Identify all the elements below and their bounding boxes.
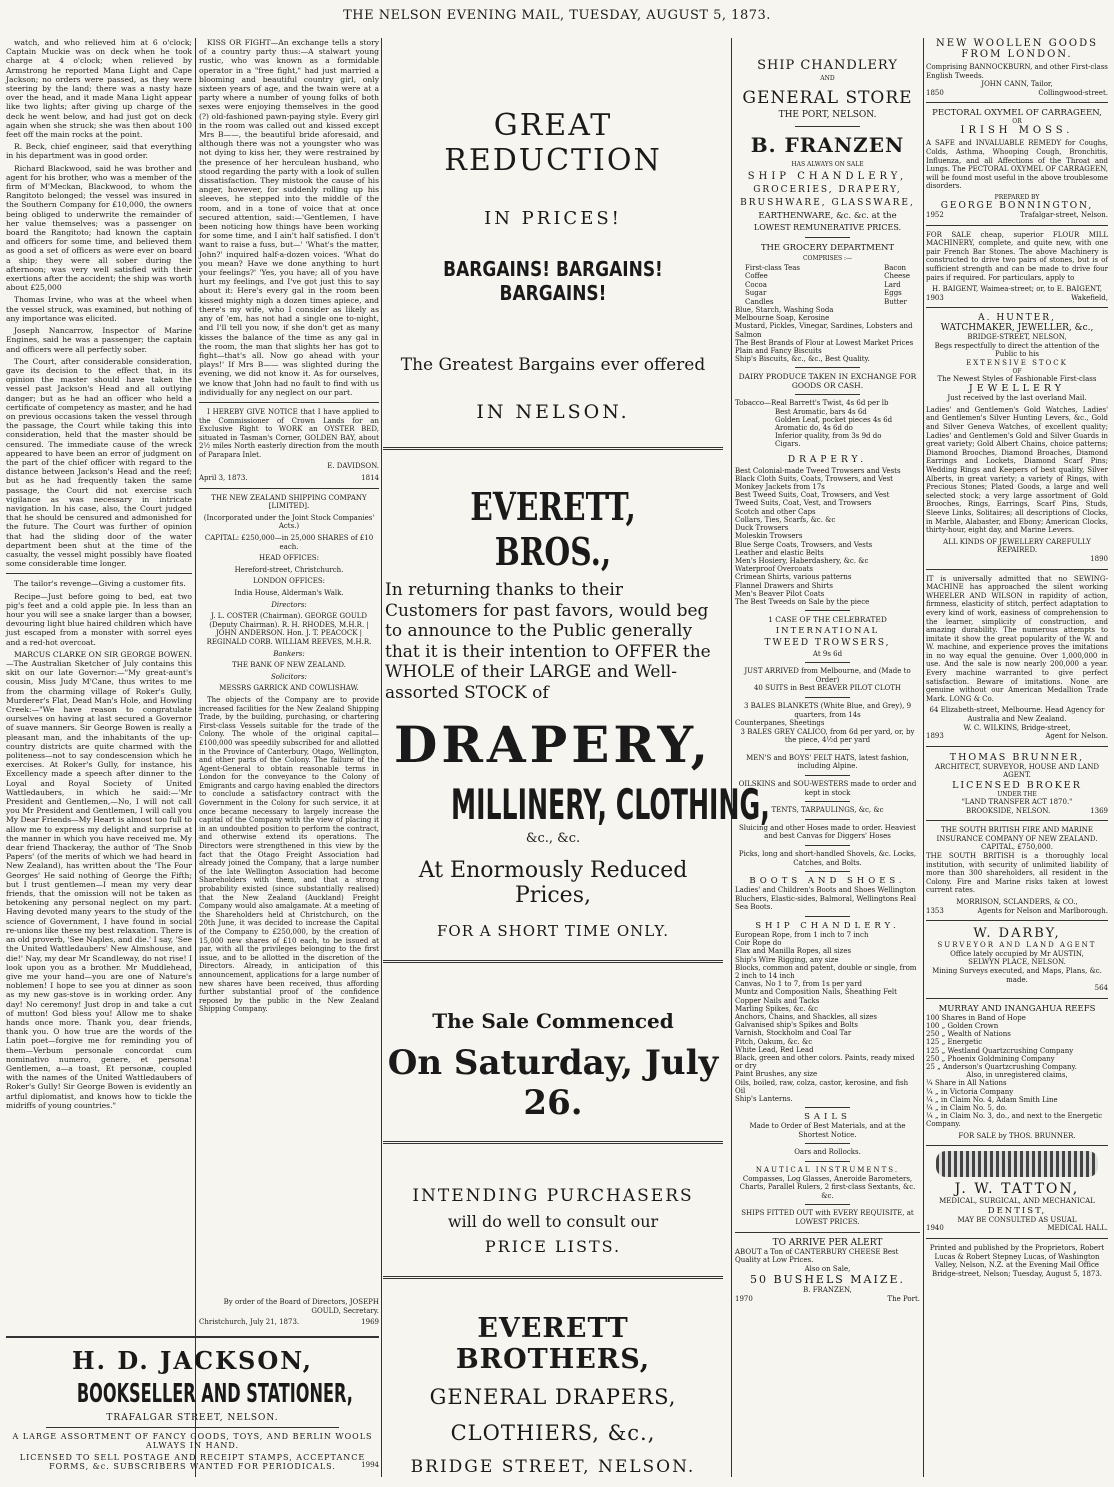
boots-detail: Ladies' and Children's Boots and Shoes Wellington Bluchers, Elastic-sides, Balmoral, Wellingtons Real Sea Boots. (735, 886, 917, 912)
kiss-or-fight-article: KISS OR FIGHT—An exchange tells a story of a country party thus:—A stalwart young rustic, who was known as a formidable operator in a "free fight," had just married a blooming and beautiful country girl, only sixteen years of age, and the twain were at a party where a number of young folks of both sexes were enjoying themselves in the good (?) old-fashioned pawn-paying style. Every girl in the room was called out and kissed except Mrs B——, the beautiful bride aforesaid, and although there was not a youngster who was not dying to kiss her, they were restrained by the presence of her herculean husband, who stood regarding the party with a look of sullen dissatisfaction. They mistook the cause of his anger, however, for suddenly rolling up his sleeves, he stepped into the middle of the room, and in a tone of voice that at once secured attention, said:—'Gentlemen, I have been noticing how things have been working for some time, and I ain't half satisfied. I don't want to raise a fuss, but—' 'What's the matter, John?' inquired half-a-dozen voices. 'What do you mean? Have we done anything to hurt your feelings?' 'Yes, you have; all of you have hurt my feelings, and I've got just this to say about it: Here's every gal in the room been kissed mighty nigh a dozen times apiece, and there's my wife, who I consider as likely as any of 'em, has not had a single one to-night, and I'll tell you now, if she don't get as many kisses the balance of the time as any gal in the room, the man that slights her has got to fight—that's all. Now go ahead with your plays!' If Mrs B—— was slighted during the evening, we did not know it. As for ourselves, we know that John had no fault to find with us individually for any neglect on our part. (199, 38, 379, 397)
brunner-number: 1369 (1090, 806, 1108, 815)
list-item: Crimean Shirts, various patterns (735, 573, 852, 582)
consulted: MAY BE CONSULTED AS USUAL (957, 1215, 1077, 1224)
tailor-joke: The tailor's revenge—Giving a customer fits. (14, 579, 186, 589)
nautical-detail: Compasses, Log Glasses, Aneroide Barometers, Charts, Parallel Rulers, 2 first-class Sextants, &c. &c. (739, 1174, 916, 1200)
divider (926, 225, 1108, 226)
picks-shovels: Picks, long and short-handled Shovels, &c. Locks, Catches, and Bolts. (738, 850, 917, 867)
list-item: ¼ „ in Claim No. 3, do., and next to the Energetic Company. (926, 1112, 1103, 1129)
darby-address: SELWYN PLACE, NELSON. (968, 958, 1066, 967)
divider (805, 237, 850, 238)
grocery-item: Candles (745, 297, 774, 306)
sale-date: On Saturday, July 26. (387, 1043, 719, 1123)
great-reduction-heading: GREAT REDUCTION (444, 108, 662, 178)
list-item: Muntz and Composition Nails, Sheathing Felt (735, 988, 897, 997)
list-item: Monkey Jackets from 17s (735, 483, 825, 492)
nautical-instruments: NAUTICAL INSTRUMENTS. (755, 1166, 900, 1175)
land-transfer-act: "LAND TRANSFER ACT 1870." (961, 798, 1073, 806)
list-item: Canvas, No 1 to 7, from 1s per yard (735, 980, 863, 989)
murray-reefs: MURRAY AND INANGAHUA REEFS (938, 1003, 1096, 1014)
ships-fitted: SHIPS FITTED OUT with EVERY REQUISITE, at LOWEST PRICES. (741, 1209, 914, 1227)
jewellery-repaired: ALL KINDS OF JEWELLERY CAREFULLY REPAIRED. (943, 537, 1091, 555)
divider (46, 1427, 339, 1428)
divider (383, 447, 723, 450)
drapery-heading: DRAPERY, (393, 715, 713, 774)
intending-purchasers: INTENDING PURCHASERS (412, 1186, 694, 1206)
notice-date: April 3, 1873. (199, 474, 248, 483)
shares-list (926, 1014, 1108, 1129)
grey-calico: 3 BALES GREY CALICO, from 6d per yard, or, by the piece, 4½d per yard (740, 727, 915, 745)
nzs-number: 1969 (361, 1318, 379, 1327)
list-item: ¼ Share in All Nations (926, 1079, 1007, 1088)
cann-address: Collingwood-street. (1038, 88, 1108, 97)
clothiers: CLOTHIERS, &c., (450, 1421, 656, 1445)
list-item: Flax and Manilla Ropes, all sizes (735, 947, 852, 956)
list-item: The Best Tweeds on Sale by the piece (735, 597, 870, 606)
nzs-date: Christchurch, July 21, 1873. (199, 1318, 300, 1327)
list-item: Collars, Ties, Scarfs, &c. &c (735, 515, 836, 524)
divider (805, 662, 850, 663)
drapery-heading: DRAPERY. (787, 454, 868, 465)
millinery-heading: MILLINERY, CLOTHING, (451, 780, 770, 829)
printer-imprint: Printed and published by the Proprietors, Robert Lucas & Robert Stepney Lucas, of Washington Valley, Nelson, N.Z. at the Evening Mail Office Bridge-street, Nelson; Tuesday, August 5, 1873. (929, 1243, 1105, 1278)
list-item: Men's Hosiery, Haberdashery, &c. &c (735, 556, 869, 565)
list-item: Coir Rope do (735, 939, 782, 948)
nzs-solicitors: MESSRS GARRICK AND COWLISHAW. (219, 684, 359, 693)
column-1 (6, 38, 192, 1479)
column-5 (926, 38, 1108, 1479)
sewing-machine-ad: IT is universally admitted that no SEWING-MACHINE has approached the silent working WHEELER AND WILSON in rapidity of action, firmness, elasticity of stitch, perfect adaptation to every kind of work, easiness of comprehension to the learner, simplicity of construction, and amazing durability. The numerous attempts to imitate it show the great popularity of the W. and W. machine, and experience proves the imitations in no way equal the genuine. Over 1,000,000 in use. And the sale is now nearly 200,000 a year. Every machine warranted to give perfect satisfaction. Beware of imitations. None are genuine without our American Medallion Trade Mark. LONG & Co. (926, 574, 1108, 703)
drapery-list (735, 467, 920, 606)
sluicing-hoses: Sluicing and other Hoses made to order. Heaviest and best Canvas for Diggers' Hoses (739, 823, 916, 841)
franzen-name: B. FRANZEN (750, 133, 905, 157)
list-item: ¼ „ in Claim No. 5, do. (926, 1103, 1008, 1112)
ship-chandlery: SHIP CHANDLERY, (747, 171, 908, 182)
bargains-heading: BARGAINS! BARGAINS! BARGAINS! (443, 257, 663, 305)
dairy-produce: DAIRY PRODUCE TAKEN IN EXCHANGE FOR GOODS OR CASH. (738, 372, 917, 391)
groceries: GROCERIES, DRAPERY, (753, 185, 902, 195)
article-paragraph: Joseph Nancarrow, Inspector of Marine Engines, said he was a passenger; the captain and officers were all perfectly sober. (6, 326, 192, 354)
list-item: White Lead, Red Lead (735, 1045, 814, 1054)
grocery-item: Coffee (745, 272, 768, 281)
jackson-address: TRAFALGAR STREET, NELSON. (106, 1413, 279, 1423)
divider (795, 126, 860, 127)
short-time: FOR A SHORT TIME ONLY. (437, 922, 669, 940)
franzen-advert (735, 38, 920, 1479)
and-word: AND (820, 75, 835, 82)
brushware: BRUSHWARE, GLASSWARE, (740, 198, 915, 208)
jackson-number: 1994 (361, 1461, 379, 1469)
oyster-notice: I HEREBY GIVE NOTICE that I have applied to the Commissioner of Crown Lands for an Exclusive Right to WORK an OYSTER BED, situated in Tasman's Corner, GOLDEN BAY, about 2½ miles North easterly direction from the mouth of Parapara Inlet. (199, 407, 379, 459)
jewellery-heading: JEWELLERY (968, 383, 1066, 395)
divider (795, 367, 860, 368)
grocery-item: Butter (884, 297, 907, 306)
column-2 (199, 38, 379, 1327)
masthead: THE NELSON EVENING MAIL, TUESDAY, AUGUST 5, 1873. (343, 8, 771, 23)
everett-bros-name: EVERETT, BROS., (470, 484, 636, 574)
notice-number: 1814 (361, 474, 379, 483)
just-arrived: JUST ARRIVED from Melbourne, and (Made to Order) (744, 667, 911, 684)
nzs-london-address: India House, Alderman's Walk. (234, 589, 344, 598)
ship-list (735, 931, 920, 1103)
list-item: Aromatic do, 4s 6d do (775, 424, 853, 433)
clarke-article: MARCUS CLARKE ON SIR GEORGE BOWEN.—The Australian Sketcher of July contains this skit on our late Governor:—"My great-aunt's cousin, Miss Judy M'Cane, thus writes to me from the charming village of Roker's Gully, Murderer's Flat, Dead Man's Hole, and Howling Creek:—"We have reason to congratulate ourselves on having at last secured a Governor of suave manners. Sir George Bowen is really a pleasant man, and the inhabitants of the up-country districts are quite charmed with the politeness—not to say condescension which he exercises. At Roker's Gully, for instance, his Excellency made a speech after dinner to the Loyal and Royal Society of United Wattledaubers, in which he said:—'Mr President and Gentlemen,—No, I will not call you Mr President and Gentlemen, I will call you My Dear Friends—My Heart is almost too full to allow me to express my delight and surprise at the manner in which you have received me. My dear friend Thackeray, the author of 'The Snob Papers' (of the merits of which we had heard in New Zealand), has written about the 'The Four Georges' He said nothing of George the Fifth; but I trust gentlemen—I mean my very dear friends, that the omission will not be taken as betokening any personal neglect on my part. Having devoted many years to the study of the science of Government, I have found in social re-unions like these my best relaxation. There is an old proverb, 'See Naples, and die.' I say, 'See the United Wattledaubers' New Almshouse, and die!' Nay, my dear Mr Scandleway, do not rise! I look upon you as a brother. Mr Muddlehead, give me your hand—you are one of Nature's noblemen! I hope to see you at dinner as soon as my new gas-stove is in working order. Any day! No ceremony! Just drop in and take a cut of mutton! God bless you! Allow me to shake hands once more. Thank you, dear friends, thank you. O how true are the words of the Latin poet—forgive me for reminding you of them—Verbum personale concordat cum nominativo numero, genere, et persona! Gentlemen, a—a toast, Et personæ, coupled with the names of the United Wattledaubers of Roker's Gully! Sir George Bowen is evidently an artful diplomatist, and knows how to tickle the midriffs of young countries." (6, 649, 192, 1110)
list-item: ¼ „ in Claim No. 4, Adam Smith Line (926, 1095, 1058, 1104)
oars: Oars and Rollocks. (794, 1148, 861, 1157)
jackson-name: H. D. JACKSON, (72, 1346, 313, 1375)
list-item: 100 „ Golden Crown (926, 1021, 999, 1030)
bonnington-name: GEORGE BONNINGTON, (940, 200, 1094, 211)
comprises: COMPRISES :— (802, 255, 853, 262)
oilskins: OILSKINS and SOU-WESTERS made to order and kept in stock (738, 780, 917, 797)
divider (926, 820, 1108, 821)
divider (805, 845, 850, 846)
nzs-footer (199, 1298, 379, 1327)
divider (805, 801, 850, 802)
article-paragraph: The Court, after considerable consideration, gave its decision to the effect that, in its opinion the master should have taken the vessel past Jackson's Head and all outlying danger; but as he had an officer who held a certificate of competency as master, and he had on previous occasions taken the vessel through the passage, the Court while taking this into consideration, held that the master should be censured. The immediate cause of the wreck appeared to have been an error of judgment on the part of the chief officer with regard to the distance between Jackson's Head and the reef; but as he had frequently taken the same passage, the Court did not exercise such vigilance as was necessary in intricate navigation. In his case, also, the Court judged that he should be censured and admonished for the future. The Court was further of opinion that had the sliding door of the water department been shut at the time of the casualty, the vessel might possibly have floated some considerable time longer. (6, 356, 192, 569)
newest-styles: The Newest Styles of Fashionable First-class (937, 374, 1097, 383)
repaired-number: 1890 (1090, 554, 1108, 563)
south-british-detail: THE SOUTH BRITISH is a thoroughly local institution, with security of unlimited liability of more than 300 shareholders, all resident in the Colony. Fire and Marine risks taken at lowest current rates. (926, 851, 1108, 895)
sails-heading: SAILS (804, 1112, 851, 1123)
morrison-role: Agents for Nelson and Marlborough. (977, 906, 1108, 915)
list-item: 125 „ Westland Quartzcrushing Company (926, 1046, 1074, 1055)
grocery-item: Cheese (884, 272, 910, 281)
south-british-capital: CAPITAL, £750,000. (981, 843, 1053, 852)
divider (805, 697, 850, 698)
list-item: 250 „ Phoenix Goldmining Company (926, 1054, 1055, 1063)
counterpanes: Counterpanes, Sheetings (735, 719, 825, 728)
or-word: OR (1012, 118, 1022, 126)
nzs-incorporated: (Incorporated under the Joint Stock Companies' Acts.) (203, 513, 375, 531)
south-british-title: THE SOUTH BRITISH FIRE AND MARINE INSURANCE COMPANY OF NEW ZEALAND. (936, 826, 1098, 843)
pectoral-detail: A SAFE and INVALUABLE REMEDY for Coughs, Colds, Asthma, Whooping Cough, Bronchitis, Influenza, and all Affections of the Throat and Lungs. The PECTORAL OXYMEL OF CARRAGEEN, will be found most useful in the above troublesome disorders. (926, 139, 1108, 191)
grocery-items (735, 264, 920, 306)
list-item: Scotch and other Caps (735, 507, 816, 516)
bonnington-address: Trafalgar-street, Nelson. (1020, 210, 1108, 219)
list-item: 250 „ Wealth of Nations (926, 1030, 1011, 1039)
bushels-maize: 50 BUSHELS MAIZE. (749, 1273, 906, 1287)
list-item: Flannel Drawers and Shirts (735, 581, 834, 590)
list-item: Best Aromatic, bars 4s 6d (775, 407, 867, 416)
list-item: Mustard, Pickles, Vinegar, Sardines, Lobsters and Salmon (735, 322, 913, 339)
column-rule (923, 38, 924, 1477)
flour-mill-ad: FOR SALE cheap, superior FLOUR MILL MACHINERY, complete, and quite new, with one pair French Bar Stones. The above Machinery is constructed to drive two pairs of stones, but is of sufficient strength and can be made to drive four pairs if required. For particulars, apply to (926, 230, 1108, 282)
list-item: Cigars. (775, 440, 801, 449)
international: INTERNATIONAL (775, 626, 880, 637)
divider (6, 573, 192, 574)
list-item: Pitch, Oakum, &c. &c (735, 1037, 813, 1046)
list-item: Duck Trowsers (735, 524, 789, 533)
felt-hats: MEN'S and BOYS' FELT HATS, latest fashion, including Alpine. (746, 753, 909, 771)
divider (805, 1107, 850, 1108)
list-item: Blue Serge Coats, Trowsers, and Vests (735, 540, 873, 549)
nzs-directors: J. L. COSTER (Chairman). GEORGE GOULD (Deputy Chairman). R. H. RHODES, M.H.R. | JOHN ANDERSON. Hon. J. T. PEACOCK | REGINALD CORB. WILLIAM REEVES, M.H.R. (206, 612, 372, 646)
list-item: 25 „ Anderson's Quartzcrushing Company. (926, 1062, 1077, 1071)
general-store-title: GENERAL STORE (742, 88, 913, 108)
list-item: Black Cloth Suits, Coats, Trowsers, and Vest (735, 474, 893, 483)
list-item: Copper Nails and Tacks (735, 996, 820, 1005)
hunter-name: A. HUNTER, (978, 313, 1056, 324)
divider (805, 749, 850, 750)
wilkins-name: W. C. WILKINS, Bridge-street, (963, 723, 1071, 732)
divider (805, 819, 850, 820)
column-rule (381, 38, 382, 1477)
franzen-port: The Port. (887, 1294, 920, 1303)
baigent-names: H. BAIGENT, Waimea-street; or, to E. BAIGENT, (932, 285, 1102, 294)
of-word: OF (1012, 367, 1022, 375)
brunner-address: BROOKSIDE, NELSON. (966, 806, 1051, 815)
teeth-illustration (936, 1151, 1098, 1177)
list-item: Ship's Wire Rigging, any size (735, 955, 839, 964)
port-nelson: THE PORT, NELSON. (778, 110, 877, 120)
divider (926, 1145, 1108, 1146)
list-item: ¼ „ in Victoria Company (926, 1087, 1014, 1096)
sails-detail: Made to Order of Best Materials, and at the Shortest Notice. (749, 1122, 906, 1139)
morrison-number: 1353 (926, 906, 944, 915)
article-paragraph: Richard Blackwood, said he was brother and agent for his brother, who was a member of the firm of M'Meckan, Blackwood, to whom the Rangitoto belonged; the vessel was insured in the Southern Company for £10,000, the owners being obliged to underwrite the remainder of her value themselves; was a passenger on board the Rangitoto; had known the captain and officers for some time, and believed them as good a set of officers as were ever on board a ship; they were all sober during the afternoon; was very well satisfied with their exertions after the accident; the ship was worth about £25,000 (6, 163, 192, 293)
list-item: Melbourne Soap, Kerosine (735, 314, 830, 323)
grocery-list (735, 306, 920, 363)
dentist: DENTIST, (987, 1205, 1047, 1216)
reduced-prices: At Enormously Reduced Prices, (418, 858, 688, 908)
cheese: ABOUT a Ton of CANTERBURY CHEESE Best Quality at Low Prices. (735, 1247, 899, 1265)
list-item: Plain and Fancy Biscuits (735, 347, 822, 356)
grocery-item: Sugar (745, 289, 767, 298)
lowest-prices: LOWEST REMUNERATIVE PRICES. (753, 223, 902, 232)
jackson-line-1: A LARGE ASSORTMENT OF FANCY GOODS, TOYS, AND BERLIN WOOLS ALWAYS IN HAND. (12, 1432, 373, 1450)
irish-moss: IRISH MOSS. (960, 125, 1074, 137)
divider (199, 488, 379, 489)
list-item: Galvanised ship's Spikes and Bolts (735, 1021, 858, 1030)
has-always: HAS ALWAYS ON SALE (791, 161, 864, 168)
jackson-ad (6, 1336, 379, 1470)
greatest-bargains: The Greatest Bargains ever offered (400, 355, 706, 375)
morrison-name: MORRISON, SCLANDERS, & CO., (956, 897, 1078, 906)
list-item: Black, green and other colors. Paints, ready mixed or dry (735, 1054, 915, 1071)
divider (795, 394, 860, 395)
darby-detail: Mining Surveys executed, and Maps, Plans, &c. made. (932, 966, 1102, 984)
jackson-trade: BOOKSELLER AND STATIONER, (76, 1379, 353, 1409)
divider (383, 1276, 723, 1279)
divider (805, 775, 850, 776)
list-item: Moleskin Trowsers (735, 532, 803, 541)
divider (383, 960, 723, 963)
pectoral-title: PECTORAL OXYMEL OF CARRAGEEN, (932, 108, 1102, 119)
cann-number: 1850 (926, 88, 944, 97)
column-rule (195, 38, 196, 1477)
tobacco-list (735, 399, 920, 448)
also-on-sale: Also on Sale, (804, 1264, 851, 1273)
grocery-item: Eggs (884, 289, 902, 298)
divider (735, 1232, 920, 1233)
nzs-signature: By order of the Board of Directors, JOSEPH GOULD, Secretary. (223, 1298, 379, 1315)
divider (383, 1141, 723, 1144)
list-item: Ship's Biscuits, &c., &c., Best Quality. (735, 355, 870, 364)
tents: TENTS, TARPAULINGS, &c, &c (771, 806, 884, 815)
list-item: European Rope, from 1 inch to 7 inch (735, 931, 869, 939)
grocery-department: THE GROCERY DEPARTMENT (760, 243, 895, 253)
woollen-goods: NEW WOOLLEN GOODS FROM LONDON. (936, 38, 1098, 60)
divider (926, 920, 1108, 921)
sewing-address: 64 Elizabeth-street, Melbourne. Head Agency for Australia and New Zealand. (929, 706, 1105, 724)
bridge-street: BRIDGE STREET, NELSON. (410, 1457, 696, 1477)
list-item: Best Colonial-made Tweed Trowsers and Vests (735, 466, 901, 475)
nzs-directors-label: Directors: (271, 600, 307, 609)
franzen-number: 1970 (735, 1294, 753, 1303)
list-item: Best Tweed Suits, Coat, Trowsers, and Vest (735, 491, 890, 500)
for-sale-brunner: FOR SALE by THOS. BRUNNER. (958, 1131, 1076, 1140)
divider (926, 102, 1108, 103)
notice-signature: E. DAVIDSON. (327, 462, 379, 471)
list-item: 100 Shares in Band of Hope (926, 1013, 1026, 1022)
recipe-joke: Recipe—Just before going to bed, eat two pig's feet and a cold apple pie. In less than an hour you will see a snake larger than a bowser, devouring light blue haired children which have just escaped from a monster with sorrel eyes and a red-hot overcoat. (6, 591, 192, 647)
boots-and-shoes: BOOTS AND SHOES. (749, 876, 906, 887)
article-paragraph: R. Beck, chief engineer, said that everything in his department was in good order. (6, 142, 192, 161)
returning-thanks: In returning thanks to their Customers for past favors, would beg to announce to the Public generally that it is their intention to OFFER the WHOLE of their LARGE and Well-assorted STOCK of (385, 580, 711, 703)
divider (926, 746, 1108, 747)
darby-role: SURVEYOR AND LAND AGENT (937, 941, 1097, 950)
grocery-item: Cocoa (745, 280, 767, 289)
list-item: Leather and elastic Belts (735, 548, 824, 557)
prepared-by: PREPARED BY (994, 193, 1040, 201)
list-item: Blue, Starch, Washing Soda (735, 306, 834, 315)
jewellery-detail: Ladies' and Gentlemen's Gold Watches, Ladies' and Gentlemen's Silver Hunting Levers, &c., Gold and Silver Geneva Watches, of excellent quality; Ladies' and Gentlemen's Gold and Silver Guards in great variety; Gold Albert Chains, choice patterns; Diamond Brooches, Diamond Broaches, Diamond Earrings and Lockets, Diamond Scarf Pins; Wedding Rings and Keepers of best quality, Silver Alberts, in great variety; a variety of Rings, with Precious Stones; Plated Goods, a large and well selected stock; a very large assortment of Gold Brooches, Rings, Earrings, Scarf Pins, Studs, Sleeve Links, Solitaires; all descriptions of Clocks, in Marble, Alabaster, and Ebony; American Clocks, thirty-hour, eight day, and Marine Levers. (926, 405, 1108, 535)
in-nelson: IN NELSON. (476, 401, 630, 423)
nzs-bankers-label: Bankers: (273, 649, 305, 658)
list-item: Tobacco—Real Barrett's Twist, 4s 6d per lb (735, 399, 889, 408)
list-item: 125 „ Energetic (926, 1038, 983, 1047)
list-item: Golden Leaf, pocket pieces 4s 6d (775, 415, 893, 424)
divider (926, 307, 1108, 308)
wilkins-role: Agent for Nelson. (1045, 732, 1108, 741)
wilkins-number: 1893 (926, 732, 944, 741)
nzs-bank: THE BANK OF NEW ZEALAND. (232, 661, 346, 670)
baigent-address: Wakefield, (1071, 293, 1108, 302)
architect: ARCHITECT, SURVEYOR, HOUSE AND LAND AGENT. (934, 762, 1100, 780)
divider (805, 916, 850, 917)
cann-name: JOHN CANN, Tailor, (981, 80, 1053, 89)
nzs-head-offices: HEAD OFFICES: (259, 554, 319, 563)
tatton-role: MEDICAL, SURGICAL, AND MECHANICAL (939, 1197, 1095, 1206)
watchmaker: WATCHMAKER, JEWELLER, &c., (940, 323, 1094, 334)
grocery-item: First-class Teas (745, 264, 800, 272)
beaver-suits: 40 SUITS in Best BEAVER PILOT CLOTH (753, 684, 902, 693)
nzs-capital: CAPITAL: £250,000—in 25,000 SHARES of £10 each. (204, 534, 374, 551)
everett-brothers: EVERETT BROTHERS, (455, 1313, 651, 1375)
etc-line: &c., &c. (525, 831, 581, 846)
list-item: Anchors, Chains, and Shackles, all sizes (735, 1013, 878, 1022)
bonnington-number: 1952 (926, 210, 944, 219)
hall-number: 1940 (926, 1224, 944, 1233)
baigent-number: 1903 (926, 293, 944, 302)
ship-chandlery-heading: SHIP CHANDLERY. (755, 921, 900, 931)
divider (805, 610, 850, 611)
hunter-address: BRIDGE-STREET, NELSON, (967, 333, 1067, 342)
price-9s6d: At 9s 6d (812, 650, 843, 659)
price-lists: PRICE LISTS. (484, 1237, 622, 1256)
grocery-item: Bacon (884, 264, 907, 272)
nzs-london-offices: LONDON OFFICES: (252, 577, 326, 586)
list-item: Marling Spikes, &c. &c (735, 1004, 819, 1013)
divider (805, 871, 850, 872)
franzen-signature: B. FRANZEN, (803, 1286, 852, 1295)
list-item: Tweed Suits, Coat, Vest, and Trowsers (735, 499, 872, 508)
just-received: Just received by the last overland Mail. (947, 394, 1087, 403)
licensed-broker: LICENSED BROKER (952, 780, 1082, 791)
article-paragraph: Thomas Irvine, who was at the wheel when the vessel struck, was examined, but nothing of any importance was elicited. (6, 295, 192, 323)
divider (805, 1143, 850, 1144)
divider (805, 1161, 850, 1162)
list-item: Varnish, Stockholm and Coal Tar (735, 1029, 852, 1038)
darby-office: Office lately occupied by Mr AUSTIN, (950, 949, 1084, 958)
grocery-item: Lard (884, 280, 901, 289)
list-item: Ship's Lanterns. (735, 1095, 793, 1104)
case-celebrated: 1 CASE OF THE CELEBRATED (768, 615, 887, 625)
list-item: Waterproof Overcoats (735, 565, 814, 574)
extensive-stock: EXTENSIVE STOCK (966, 359, 1068, 368)
ship-chandlery-title: SHIP CHANDLERY (757, 58, 898, 73)
darby-number: 564 (1094, 984, 1108, 993)
arrive-per-alert: TO ARRIVE PER ALERT (772, 1237, 883, 1248)
divider (199, 402, 379, 403)
earthenware: EARTHENWARE, &c. &c. at the (758, 211, 897, 221)
brunner-name: THOMAS BRUNNER, (949, 751, 1085, 763)
tatton-name: J. W. TATTON, (954, 1181, 1080, 1198)
list-item: The Best Brands of Flour at Lowest Market Prices (735, 338, 914, 347)
nzs-body: The objects of the Company are to provide increased facilities for the New Zealand Shipping Trade, by the building, purchasing, or chartering First-class Vessels suitable for the trade of the Colony. The whole of the original capital—£100,000 was speedily subscribed for and allotted in the Province of Canterbury, Otago, Wellington, and other parts of the Colony. The failure of the Agent-General to obtain reasonable terms in London for the conveyance to the Colony of Emigrants and cargo having enabled the directors to conclude a satisfactory contract with the Government in the Colony for such service, it at once became necessary to largely increase the capital of the Company with the view of placing it in an undoubted position to perform the contract, and otherwise extend its operations. The Directors were strengthened in this view by the fact that the Otago Freight Association had already joined the Company, that a large number of the late Wellington Association had become Shareholders with them, and that a strong probability existed (since substantially realised) that the New Zealand (Auckland) Freight Company would also amalgamate. At a meeting of the Shareholders held at Christchurch, on the 20th June, it was decided to increase the Capital of the Company to £250,000, by the creation of 15,000 new shares of £10 each, to be issued at par, with all the privileges belonging to the first issue, and to be allotted in the discretion of the Directors. Already, in anticipation of this announcement, applications for a large number of new shares have been received, thus affording further substantial proof of the confidence reposed by the public in the New Zealand Shipping Company. (199, 695, 379, 1014)
medical-hall: MEDICAL HALL. (1047, 1224, 1108, 1233)
list-item: Oils, boiled, raw, colza, castor, kerosine, and fish Oil (735, 1078, 909, 1095)
article-paragraph: watch, and who relieved him at 6 o'clock; Captain Muckie was on deck when he took charge at 4 o'clock; when relieved by Armstrong he reported Mana Light and Cape Jackson; no orders were passed, as they were steering by the land; there was a nasty haze over the head, and it made Mana Light appear like two lights; after giving up charge of the deck he went below, and had just got on deck again when she struck; she was then about 100 feet off the main rocks at the point. (6, 38, 192, 140)
in-prices: IN PRICES! (484, 208, 622, 229)
general-drapers: GENERAL DRAPERS, (429, 1385, 677, 1409)
jackson-line-2: LICENSED TO SELL POSTAGE AND RECEIPT STAMPS, ACCEPTANCE FORMS, &c. SUBSCRIBERS WANTED FOR PERIODICALS. (19, 1453, 366, 1471)
consult-line: will do well to consult our (447, 1212, 659, 1231)
list-item: Men's Beaver Pilot Coats (735, 589, 825, 598)
list-item: Blocks, common and patent, double or single, from 2 inch to 14 inch (735, 963, 917, 981)
nzs-solicitors-label: Solicitors: (271, 672, 307, 681)
under-the: UNDER THE (997, 791, 1037, 798)
divider (805, 1204, 850, 1205)
list-item: Inferior quality, from 3s 9d do (775, 432, 882, 441)
tweed-trowsers: TWEED TROWSERS, (764, 638, 891, 649)
woollen-detail: Comprising BANNOCKBURN, and other First-class English Tweeds. (926, 63, 1108, 80)
nzs-head-address: Hereford-street, Christchurch. (234, 565, 344, 574)
divider (926, 1238, 1108, 1239)
divider (926, 569, 1108, 570)
nzs-title: THE NEW ZEALAND SHIPPING COMPANY [LIMITED]. (211, 493, 367, 511)
sale-commenced: The Sale Commenced (432, 1009, 674, 1033)
list-item: Also, in unregistered claims, (966, 1071, 1068, 1080)
column-rule (731, 38, 732, 1477)
darby-name: W. DARBY, (973, 926, 1061, 942)
begs-respectfully: Begs respectfully to direct the attention of the Public to his (934, 341, 1100, 359)
blankets: 3 BALES BLANKETS (White Blue, and Grey), 9 quarters, from 14s (743, 701, 912, 719)
list-item: Paint Brushes, any size (735, 1070, 818, 1079)
divider (926, 998, 1108, 999)
